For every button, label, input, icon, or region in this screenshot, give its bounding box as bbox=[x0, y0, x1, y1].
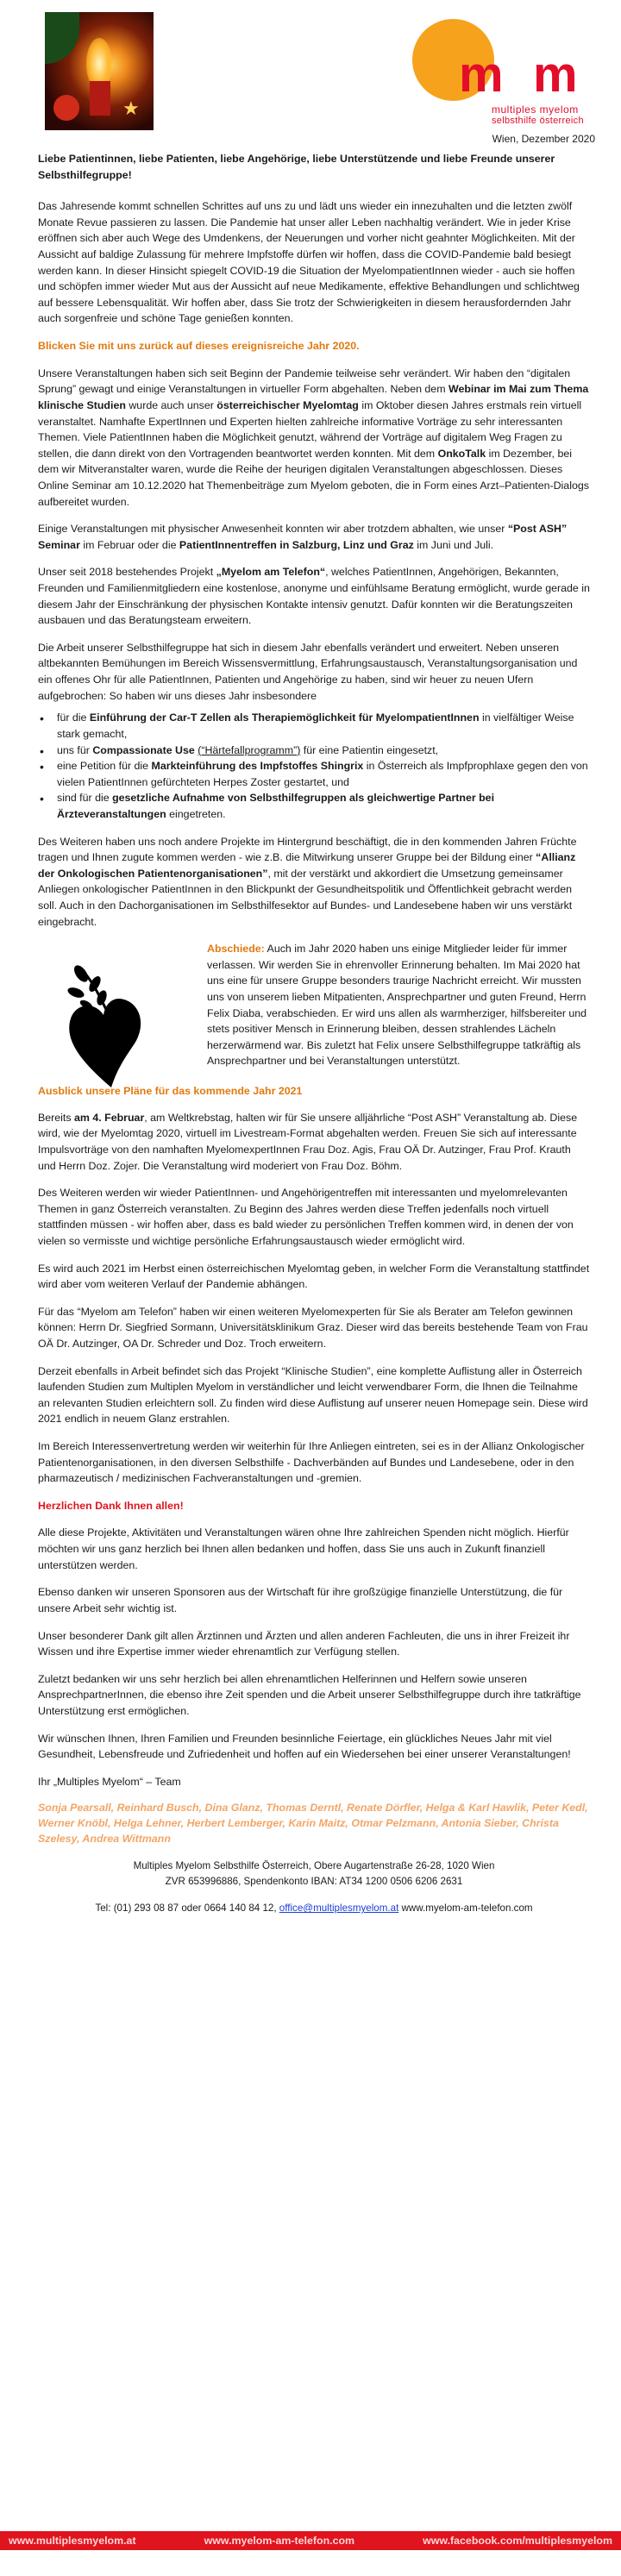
footer-bar bbox=[0, 2531, 621, 2550]
paragraph-donations: Alle diese Projekte, Aktivitäten und Veranstaltungen wären ohne Ihre zahlreichen Spenden nicht möglich. Hierfür möchten wir uns ganz herzlich bei Ihnen allen bedanken und hoffen, dass Sie uns auch in Zukunft finanziell unterstützen werden. bbox=[38, 1526, 569, 1571]
text-bold: Einführung der Car-T Zellen als Therapiemöglichkeit für MyelompatientInnen bbox=[89, 711, 480, 724]
paragraph-group-work: Die Arbeit unserer Selbsthilfegruppe hat sich in diesem Jahr ebenfalls verändert und erweitert. Neben unseren altbekannten Bemühungen im Bereich Wissensvermittlung, Erfahrungsaustausch, Veranstaltungsorganisation und ein offenes Ohr für alle PatientInnen, Patienten und Angehörige zu haben, sind wir heuer zu neuen Ufern aufgebrochen: So haben wir uns dieses Jahr insbesondere bbox=[38, 641, 578, 702]
christmas-candle-image bbox=[45, 12, 154, 130]
paragraph-meetings: Des Weiteren werden wir wieder PatientInnen- und Angehörigentreffen mit interessanten und myelomrelevanten Themen in ganz Österreich veranstalten. Zu Beginn des Jahres werden diese Treffen jedenfalls noch virtuell stattfinden müssen - wir hoffen aber, dass es bald wieder zu persönlichen Treffen kommen wird, in denen der von vielen so vermisste und wichtige persönliche Erfahrungsaustausch wieder ermöglicht wird. bbox=[38, 1187, 574, 1247]
text-bold: PatientInnentreffen in Salzburg, Linz und Graz bbox=[179, 538, 414, 551]
text: Bereits bbox=[38, 1111, 75, 1124]
list-item bbox=[38, 743, 590, 759]
text: Des Weiteren haben uns noch andere Projekte im Hintergrund beschäftigt, die in den kommenden Jahren Früchte tragen und Ihnen zugute kommen werden - wie z.B. die Mitwirkung unserer Gruppe bei der Bildung einer bbox=[38, 835, 577, 864]
paragraph-events bbox=[38, 366, 590, 510]
text: eingetreten. bbox=[166, 807, 226, 820]
footer-link-telephone[interactable]: www.myelom-am-telefon.com bbox=[204, 2534, 355, 2547]
signature: Ihr „Multiples Myelom“ – Team bbox=[38, 1775, 181, 1788]
text: wurde auch unser bbox=[125, 398, 217, 411]
paragraph-sponsors: Ebenso danken wir unseren Sponsoren aus der Wirtschaft für ihre großzügige finanzielle Unterstützung, die für unsere Arbeit sehr wichtig ist. bbox=[38, 1586, 563, 1614]
text: in Österreich als Impfprophlaxe gegen den von vielen PatientInnen gefürchteten Herpes Zoster gestartet, und bbox=[57, 760, 588, 788]
paragraph-wishes: Wir wünschen Ihnen, Ihren Familien und Freunden besinnliche Feiertage, ein glückliches Neues Jahr mit viel Gesundheit, Lebensfreude und Zufriedenheit und hoffen auf ein Wiedersehen bei einer unserer Veranstaltungen! bbox=[38, 1732, 571, 1761]
text: Unser seit 2018 bestehendes Projekt bbox=[38, 566, 216, 579]
paragraph-advocacy: Im Bereich Interessenvertretung werden wir weiterhin für Ihre Anliegen eintreten, sei es in der Allianz Onkologischer Patientenorganisationen, in den diversen Selbsthilfe - Dachverbänden auf Bundes und Landesebene, oder in den pharmazeutisch / medizinischen Fachveranstaltungen und -gremien. bbox=[38, 1440, 585, 1485]
header bbox=[0, 0, 621, 151]
paragraph-telephone-project bbox=[38, 564, 590, 628]
address-line2: ZVR 653996886, Spendenkonto IBAN: AT34 1200 0506 6206 2631 bbox=[165, 1875, 463, 1887]
contact-line bbox=[38, 1901, 590, 1915]
text: für die bbox=[57, 711, 90, 724]
text-bold: Webinar im Mai zum Thema klinische Studien bbox=[38, 383, 589, 411]
email-link[interactable]: office@multiplesmyelom.at bbox=[279, 1902, 399, 1915]
paragraph-physical-events bbox=[38, 521, 590, 553]
achievements-list bbox=[38, 710, 590, 822]
farewell-section bbox=[38, 941, 590, 1069]
text-underlined: (“Härtefallprogramm”) bbox=[198, 743, 301, 756]
text-bold: österreichischer Myelomtag bbox=[216, 398, 359, 411]
list-item bbox=[38, 790, 590, 822]
logo-text-line2: selbsthilfe österreich bbox=[492, 116, 584, 126]
paragraph-clinical-studies: Derzeit ebenfalls in Arbeit befindet sich das Projekt “Klinische Studien”, eine komplette Auflistung aller in Österreich laufenden Studien zum Multiplen Myelom in verständlicher und leicht verwendbarer Form, die Ihnen die Teilnahme an relevanten Studien erleichtern soll. Zu finden wird diese Auflistung auf unserer neuen Homepage sein. Diese wird 2021 endlich in neuem Glanz erstrahlen. bbox=[38, 1364, 588, 1426]
text: , welches PatientInnen, Angehörigen, Bekannten, Freunden und Familienmitgliedern eine kostenlose, anonyme und einfühlsame Beratung ermöglicht, wurde gerade in diesem Jahr der Einschränkung der physischen Kontakte intensiv genutzt. Dafür konnten wir die Beratungszeiten ausbauen und das Beratungsteam erweitern. bbox=[38, 566, 590, 627]
footer-link-facebook[interactable]: www.facebook.com/multiplesmyelom bbox=[423, 2534, 612, 2547]
text-bold: gesetzliche Aufnahme von Selbsthilfegruppen als gleichwertige Partner bei Ärzteveranstaltungen bbox=[57, 792, 495, 820]
heart-branch-icon bbox=[64, 958, 159, 1096]
review-heading: Blicken Sie mit uns zurück auf dieses ereignisreiche Jahr 2020. bbox=[38, 340, 360, 353]
farewell-text bbox=[207, 941, 590, 1069]
text: im Februar oder die bbox=[79, 538, 179, 551]
address-block bbox=[38, 1858, 590, 1889]
text: in vielfältiger Weise stark gemacht, bbox=[57, 711, 574, 740]
paragraph-post-ash bbox=[38, 1110, 590, 1174]
myelom-logo bbox=[412, 19, 611, 126]
letter-body bbox=[0, 151, 621, 1916]
text-bold: am 4. Februar bbox=[74, 1111, 145, 1124]
address-line1: Multiples Myelom Selbsthilfe Österreich, Obere Augartenstraße 26-28, 1020 Wien bbox=[133, 1860, 495, 1872]
logo-mm-mark: m bbox=[459, 47, 499, 103]
paragraph-telephone-expert: Für das “Myelom am Telefon” haben wir einen weiteren Myelomexperten für Sie als Berater am Telefon gewinnen können: Herrn Dr. Siegfried Sormann, Universitätsklinikum Graz. Dieser wird das bereits bestehende Team von Frau OÄ Dr. Autzinger, OA Dr. Schreder und Doz. Troch erweitern. bbox=[38, 1305, 588, 1350]
text: sind für die bbox=[57, 792, 113, 805]
text: , am Weltkrebstag, halten wir für Sie unsere alljährliche “Post ASH” Veranstaltung ab. Diese wird, wie der Myelomtag 2020, virtuell im Livestream-Format abgehalten werden. Freuen Sie sich auf interessante Impulsvorträge von den namhaften MyelomexpertInnen Frau Doz. Agis, Frau OÄ Dr. Autzinger, Frau Prof. Krauth und Herrn Doz. Zojer. Die Veranstaltung wird moderiert von Frau Doz. Böhm. bbox=[38, 1111, 578, 1172]
list-item bbox=[38, 758, 590, 790]
text: eine Petition für die bbox=[57, 760, 152, 773]
text-bold: Compassionate Use bbox=[92, 743, 195, 756]
text-bold: „Myelom am Telefon“ bbox=[216, 566, 326, 579]
star-icon: ★ bbox=[122, 97, 140, 119]
text: Unsere Veranstaltungen haben sich seit Beginn der Pandemie teilweise sehr verändert. Wir haben den “digitalen Sprung” gewagt und einige Veranstaltungen in virtueller Form abgehalten. Neben dem bbox=[38, 367, 571, 396]
intro-paragraph: Das Jahresende kommt schnellen Schrittes auf uns zu und lädt uns wieder ein innezuhalten und die letzten zwölf Monate Revue passieren zu lassen. Die Pandemie hat unser aller Leben nachhaltig verändert. Wie in jeder Krise eröffnen sich aber auch Wege des Umdenkens, der Neuerungen und vorher nicht geahnter Möglichkeiten. Mit der Aussicht auf baldige Zulassung für mehrere Impfstoffe dürfen wir hoffen, dass die COVID-Pandemie bald besiegt werden kann. In dieser Hinsicht spiegelt COVID-19 die Situation der MyelompatientInnen wieder - auch sie hoffen und schöpfen immer wieder Mut aus der Aussicht auf neue Medikamente, effektive Behandlungen und schlichtweg auf bessere Lebensqualität. Wir hoffen aber, dass Sie trotz der Schwierigkeiten in diesem herausfordernden Jahr auch sorgenfreie und schöne Tage genießen konnten. bbox=[38, 200, 580, 325]
text-bold: “Allianz der Onkologischen Patientenorganisationen” bbox=[38, 851, 576, 880]
text-bold: OnkoTalk bbox=[437, 447, 486, 460]
ornament-ball-shape bbox=[53, 95, 79, 121]
logo-text-line1: multiples myelom bbox=[492, 103, 579, 116]
candle-shape bbox=[90, 81, 110, 116]
farewell-label: Abschiede: bbox=[207, 943, 265, 956]
logo-mm-mark-2: m bbox=[533, 47, 578, 103]
fir-branch-shape bbox=[45, 12, 79, 64]
text-bold: “Post ASH” Seminar bbox=[38, 523, 568, 551]
text: für eine Patientin eingesetzt, bbox=[300, 743, 439, 756]
thanks-heading: Herzlichen Dank Ihnen allen! bbox=[38, 1499, 184, 1512]
website-text: www.myelom-am-telefon.com bbox=[398, 1902, 533, 1915]
text: uns für bbox=[57, 743, 93, 756]
phone-text: Tel: (01) 293 08 87 oder 0664 140 84 12, bbox=[95, 1902, 279, 1915]
text: im Juni und Juli. bbox=[413, 538, 494, 551]
paragraph-alliance bbox=[38, 834, 590, 931]
text: , mit der verstärkt und akkordiert die Umsetzung gemeinsamer Anliegen onkologischer PatientInnen in den Blickpunkt der Gesundheitspolitik und Öffentlichkeit gebracht werden soll. Auch in den Dachorganisationen im Selbsthilfesektor auf Bundes- und Landesebene haben wir uns verstärkt eingebracht. bbox=[38, 867, 573, 928]
team-names: Sonja Pearsall, Reinhard Busch, Dina Glanz, Thomas Derntl, Renate Dörfler, Helga & Karl Hawlik, Peter Kedl, Werner Knöbl, Helga Lehner, Herbert Lemberger, Karin Maitz, Otmar Pelzmann, Antonia Sieber, Christa Szelesy, Andrea Wittmann bbox=[38, 1802, 588, 1846]
outlook-heading: Ausblick unsere Pläne für das kommende Jahr 2021 bbox=[38, 1085, 303, 1098]
paragraph-volunteers: Zuletzt bedanken wir uns sehr herzlich bei allen ehrenamtlichen Helferinnen und Helfern sowie unseren AnsprechpartnerInnen, die ebenso ihre Zeit spenden und die Arbeit unserer Selbsthilfegruppe durch ihre tatkräftige Unterstützung erst ermöglichen. bbox=[38, 1672, 581, 1717]
text: im Oktober diesen Jahres erstmals rein virtuell veranstaltet. Namhafte ExpertInnen und Experten hielten zahlreiche informative Vorträge zu sehr interessanten Themen. Viele PatientInnen haben die Möglichkeit genutzt, während der Vorträge auf digitalem Weg Fragen zu stellen, die dann direkt von den Vortragenden beantwortet werden konnten. Mit dem bbox=[38, 398, 582, 460]
list-item bbox=[38, 710, 590, 742]
paragraph-myelomtag: Es wird auch 2021 im Herbst einen österreichischen Myelomtag geben, in welcher Form die Veranstaltung stattfindet wird aber vom weiteren Verlauf der Pandemie abhängen. bbox=[38, 1262, 590, 1291]
footer-link-website[interactable]: www.multiplesmyelom.at bbox=[9, 2534, 136, 2547]
text-bold: Markteinführung des Impfstoffes Shingrix bbox=[151, 760, 364, 773]
text: Einige Veranstaltungen mit physischer Anwesenheit konnten wir aber trotzdem abhalten, wie unser bbox=[38, 523, 508, 536]
greeting: Liebe Patientinnen, liebe Patienten, liebe Angehörige, liebe Unterstützende und liebe Freunde unserer Selbsthilfegruppe! bbox=[38, 153, 555, 181]
letter-date: Wien, Dezember 2020 bbox=[492, 133, 595, 145]
text: Auch im Jahr 2020 haben uns einige Mitglieder leider für immer verlassen. Wir werden Sie in ehrenvoller Erinnerung behalten. Im Mai 2020 hat uns eine für unsere Gruppe besonders traurige Nachricht erreicht. Wir mussten uns von unserem lieben Mitpatienten, Ansprechpartner und guten Freund, Herrn Felix Diaba, verabschieden. Er wird uns allen als warmherziger, hilfsbereiter und stets positiver Mensch in Erinnerung bleiben, dessen strahlendes Lächeln herzerwärmend war. Bis zuletzt hat Felix unsere Selbsthilfegruppe tatkräftig als Ansprechpartner und bei Veranstaltungen unterstützt. bbox=[207, 943, 587, 1068]
text: im Dezember, bei dem wir Mitveranstalter waren, wurde die Reihe der heurigen digitalen Veranstaltungen abgeschlossen. Dieses Online Seminar am 10.12.2020 hat Themenbeiträge zum Myelom geboten, die in Form eines Arzt–Patienten-Dialogs aufbereitet wurden. bbox=[38, 447, 589, 508]
paragraph-doctors: Unser besonderer Dank gilt allen Ärztinnen und Ärzten und allen anderen Fachleuten, die uns in ihrer Freizeit ihr Wissen und ihre Expertise immer wieder ehrenamtlich zur Verfügung stellen. bbox=[38, 1629, 570, 1658]
